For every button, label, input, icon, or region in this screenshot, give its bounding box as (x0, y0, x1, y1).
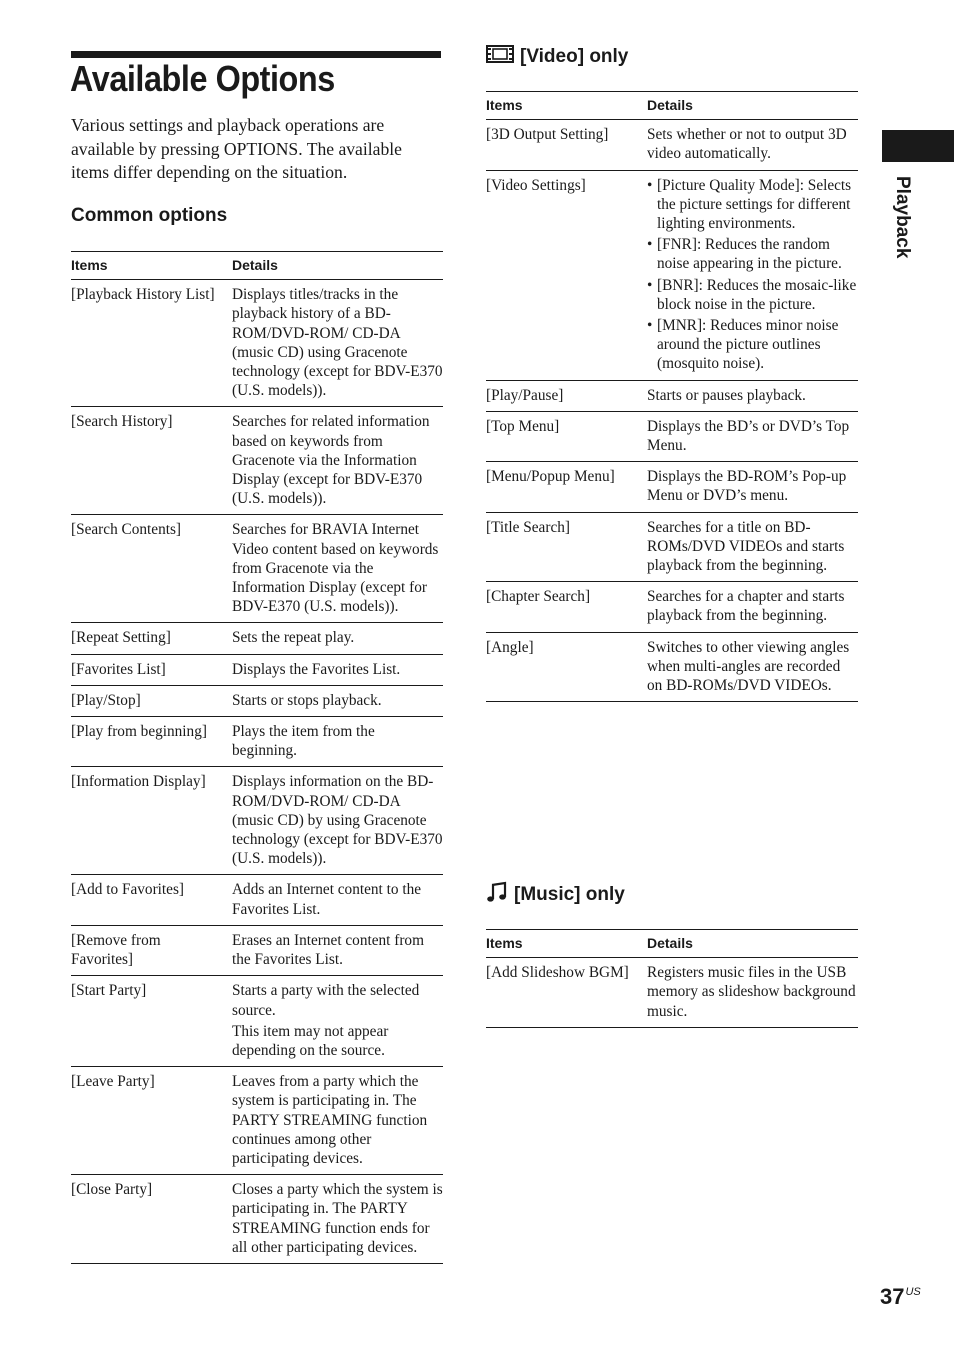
item-details-cell (232, 875, 443, 925)
details-text: Starts a party with the selected source. (232, 982, 420, 1019)
item-name-cell: [Remove from Favorites] (71, 925, 232, 975)
column-header-items: Items (71, 252, 232, 280)
common-options-rows (71, 280, 443, 1264)
item-details-cell (232, 515, 443, 623)
details-text: Closes a party which the system is participating in. The PARTY STREAMING function ends for all other participating devices. (232, 1181, 443, 1256)
details-bullet-item: • [Picture Quality Mode]: Selects the picture settings for different lighting environments. (647, 176, 858, 234)
item-details-cell (647, 632, 858, 702)
item-details-cell (232, 1175, 443, 1264)
details-text: Adds an Internet content to the Favorites List. (232, 881, 422, 918)
item-name-cell: [Play/Stop] (71, 685, 232, 716)
details-text: Displays the BD-ROM’s Pop-up Menu or DVD’s menu. (647, 468, 847, 505)
intro-paragraph: Various settings and playback operations are available by pressing OPTIONS. The available items differ depending on the situation. (71, 115, 402, 182)
item-details-cell (647, 380, 858, 411)
details-text: Switches to other viewing angles when multi-angles are recorded on BD-ROMs/DVD VIDEOs. (647, 638, 850, 695)
details-text: Sets the repeat play. (232, 629, 355, 647)
table-row (71, 1067, 443, 1175)
table-row (71, 623, 443, 654)
table-row (486, 958, 858, 1028)
column-header-details: Details (647, 92, 858, 120)
item-name-cell: [Menu/Popup Menu] (486, 462, 647, 512)
music-options-table (486, 929, 858, 1028)
details-text: Displays titles/tracks in the playback history of a BD-ROM/DVD-ROM/ CD-DA (music CD) using Gracenote technology (except for BDV-E370 (U.S. models)). (232, 286, 443, 400)
item-name-cell: [Add Slideshow BGM] (486, 958, 647, 1028)
column-header-items: Items (486, 930, 647, 958)
item-details-cell (647, 958, 858, 1028)
music-options-rows (486, 958, 858, 1028)
item-details-cell (232, 407, 443, 515)
table-row (71, 875, 443, 925)
item-details-cell (232, 623, 443, 654)
table-row (486, 462, 858, 512)
table-row (486, 512, 858, 582)
item-name-cell: [Play from beginning] (71, 717, 232, 767)
item-name-cell: [Start Party] (71, 976, 232, 1067)
table-row (71, 407, 443, 515)
details-bullet-item: • [FNR]: Reduces the random noise appearing in the picture. (647, 235, 858, 273)
item-details-cell (647, 582, 858, 632)
item-details-cell (647, 170, 858, 380)
table-row (486, 632, 858, 702)
table-row (71, 925, 443, 975)
music-only-heading-text: [Music] only (514, 884, 625, 906)
item-details-cell (232, 925, 443, 975)
item-name-cell: [Video Settings] (486, 170, 647, 380)
table-row (71, 685, 443, 716)
details-text: Sets whether or not to output 3D video automatically. (647, 126, 847, 163)
film-icon (486, 45, 514, 69)
table-row (486, 411, 858, 461)
details-bullet-list (647, 176, 858, 374)
table-row (71, 717, 443, 767)
table-row (486, 120, 858, 170)
details-text: This item may not appear depending on the source. (232, 1022, 389, 1059)
details-bullet-item: • [MNR]: Reduces minor noise around the picture outlines (mosquito noise). (647, 316, 858, 374)
page-number-value: 37 (880, 1284, 905, 1309)
item-name-cell: [Favorites List] (71, 654, 232, 685)
column-header-details: Details (232, 252, 443, 280)
item-details-cell (647, 120, 858, 170)
common-options-heading: Common options (71, 205, 228, 226)
details-text: Registers music files in the USB memory as slideshow background music. (647, 964, 856, 1020)
column-header-details: Details (647, 930, 858, 958)
table-row (71, 654, 443, 685)
details-text: Leaves from a party which the system is participating in. The PARTY STREAMING function continues among other participating devices. (232, 1073, 428, 1167)
table-row (71, 1175, 443, 1264)
item-details-cell (232, 976, 443, 1067)
video-only-heading (486, 45, 628, 69)
item-details-cell (647, 411, 858, 461)
item-name-cell: [Chapter Search] (486, 582, 647, 632)
item-details-cell (647, 512, 858, 582)
details-text: Searches for BRAVIA Internet Video content based on keywords from Gracenote via the Information Display (except for BDV-E370 (U.S. models)). (232, 521, 439, 616)
common-options-table (71, 251, 443, 1264)
page-title: Available Options (70, 58, 335, 99)
section-tab-marker (882, 130, 954, 162)
column-header-items: Items (486, 92, 647, 120)
item-name-cell: [Search Contents] (71, 515, 232, 623)
item-name-cell: [Repeat Setting] (71, 623, 232, 654)
details-text: Starts or stops playback. (232, 691, 382, 709)
table-row (486, 582, 858, 632)
item-name-cell: [Play/Pause] (486, 380, 647, 411)
music-only-heading (486, 881, 625, 909)
item-name-cell: [Title Search] (486, 512, 647, 582)
page-number-suffix: US (905, 1286, 921, 1298)
details-text: Searches for related information based on keywords from Gracenote via the Information Display (except for BDV-E370 (U.S. models)). (232, 413, 430, 508)
item-name-cell: [Information Display] (71, 767, 232, 875)
details-text: Erases an Internet content from the Favorites List. (232, 931, 424, 969)
item-details-cell (232, 280, 443, 407)
video-options-rows (486, 120, 858, 702)
details-text: Searches for a chapter and starts playback from the beginning. (647, 588, 845, 625)
details-text: Displays the BD’s or DVD’s Top Menu. (647, 417, 850, 455)
title-rule (71, 51, 441, 58)
music-note-icon (486, 881, 508, 909)
details-text: Searches for a title on BD-ROMs/DVD VIDEOs and starts playback from the beginning. (647, 518, 845, 575)
details-text: Displays the Favorites List. (232, 660, 401, 678)
item-name-cell: [Add to Favorites] (71, 875, 232, 925)
item-details-cell (232, 717, 443, 767)
section-tab-label: Playback (892, 176, 913, 259)
item-details-cell (232, 654, 443, 685)
details-text: Displays information on the BD-ROM/DVD-ROM/ CD-DA (music CD) by using Gracenote technology (except for BDV-E370 (U.S. models)). (232, 773, 443, 868)
table-row (486, 380, 858, 411)
details-bullet-item: • [BNR]: Reduces the mosaic-like block noise in the picture. (647, 276, 858, 314)
item-name-cell: [Close Party] (71, 1175, 232, 1264)
item-details-cell (647, 462, 858, 512)
page-number (880, 1284, 921, 1310)
table-row (486, 170, 858, 380)
item-name-cell: [Leave Party] (71, 1067, 232, 1175)
details-text: Starts or pauses playback. (647, 386, 806, 404)
item-name-cell: [Angle] (486, 632, 647, 702)
table-row (71, 976, 443, 1067)
table-row (71, 767, 443, 875)
item-name-cell: [Top Menu] (486, 411, 647, 461)
table-row (71, 515, 443, 623)
item-details-cell (232, 685, 443, 716)
item-name-cell: [Playback History List] (71, 280, 232, 407)
details-text: Plays the item from the beginning. (232, 723, 375, 760)
item-name-cell: [3D Output Setting] (486, 120, 647, 170)
video-only-heading-text: [Video] only (520, 46, 629, 68)
item-name-cell: [Search History] (71, 407, 232, 515)
table-row (71, 280, 443, 407)
video-options-table (486, 91, 858, 702)
item-details-cell (232, 767, 443, 875)
item-details-cell (232, 1067, 443, 1175)
